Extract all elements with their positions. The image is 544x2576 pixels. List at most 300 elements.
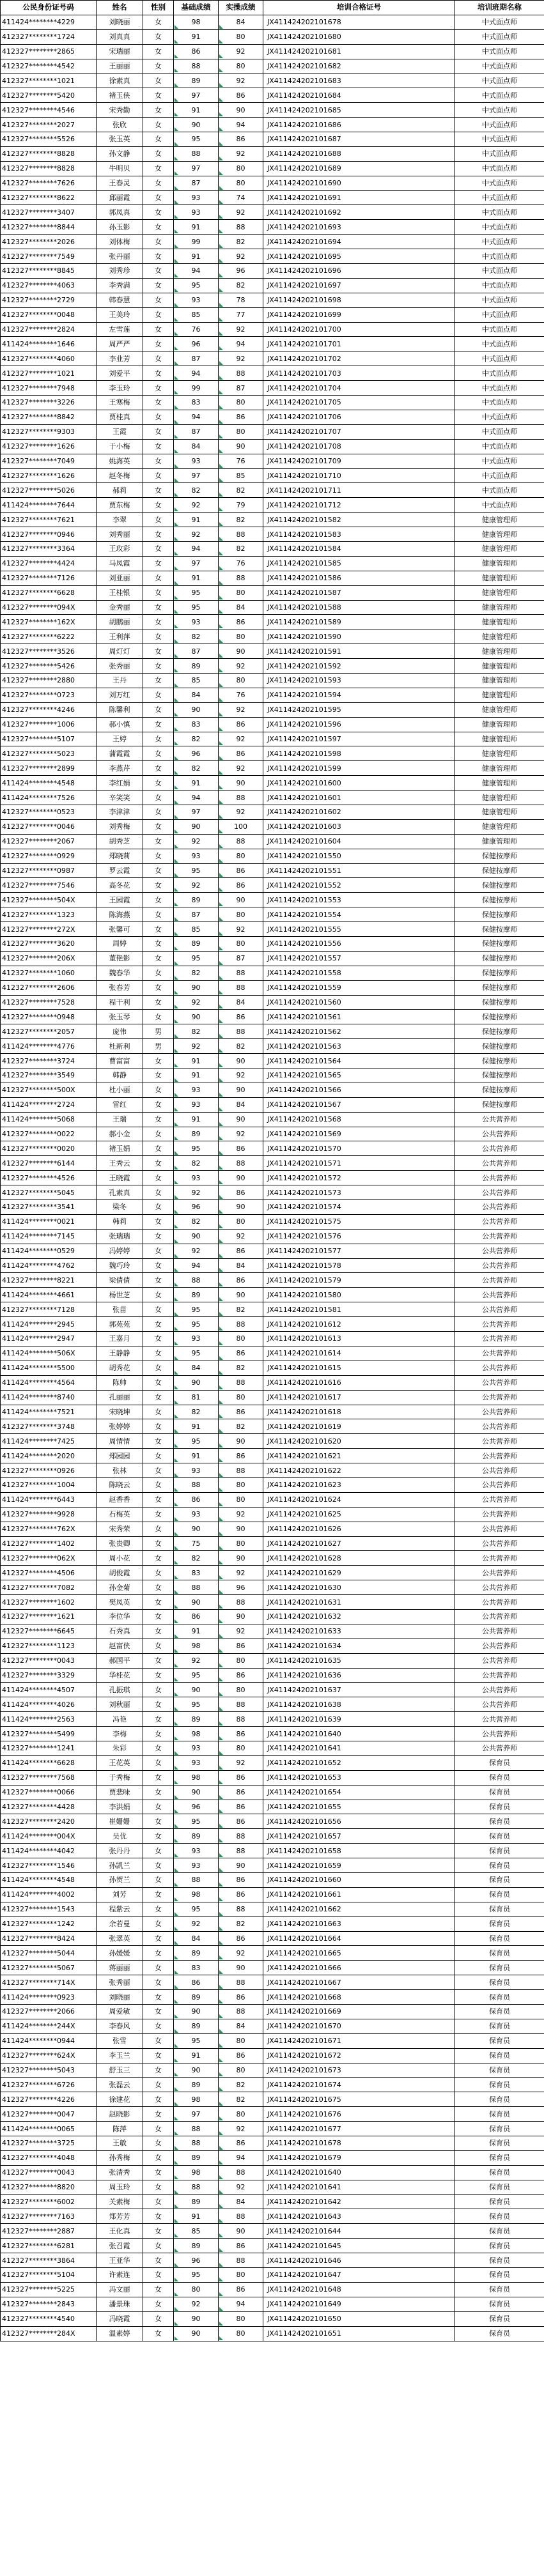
practical-score-cell-value: 80 <box>236 632 245 641</box>
practical-score-cell <box>219 1800 263 1814</box>
cell-marker-icon <box>219 2146 223 2150</box>
cell-marker-icon <box>175 991 178 994</box>
cell-marker-icon <box>175 1210 178 1214</box>
practical-score-cell-value: 80 <box>236 1744 245 1753</box>
practical-score-cell <box>219 1419 263 1434</box>
practical-score-cell <box>219 2150 263 2165</box>
id-cell: 412327********2843 <box>1 2297 97 2311</box>
basic-score-cell-value: 93 <box>191 457 201 466</box>
practical-score-cell <box>219 615 263 629</box>
cell-marker-icon <box>175 1619 178 1623</box>
table-row <box>1 1887 544 1902</box>
id-cell: 412327********6645 <box>1 1624 97 1639</box>
cell-marker-icon <box>219 1312 223 1316</box>
cell-marker-icon <box>219 2263 223 2267</box>
practical-score-cell-value: 86 <box>236 1451 245 1460</box>
id-cell: 412327********0926 <box>1 1463 97 1478</box>
practical-score-cell-value: 92 <box>236 764 245 773</box>
basic-score-cell-value: 95 <box>191 866 201 875</box>
cell-marker-icon <box>219 1824 223 1828</box>
cell-marker-icon <box>219 1283 223 1286</box>
table-row <box>1 761 544 776</box>
basic-score-cell <box>174 59 219 73</box>
basic-score-cell-value: 91 <box>191 1056 201 1065</box>
certificate-cell: JX411424202101557 <box>263 951 455 966</box>
cell-marker-icon <box>175 902 178 906</box>
basic-score-cell-value: 90 <box>191 2007 201 2016</box>
table-row <box>1 1697 544 1712</box>
practical-score-cell <box>219 439 263 454</box>
name-cell: 周婷 <box>97 937 143 952</box>
cell-marker-icon <box>175 859 178 863</box>
table-row <box>1 2078 544 2092</box>
table-row <box>1 307 544 322</box>
name-cell: 姚海英 <box>97 454 143 468</box>
cell-marker-icon <box>219 844 223 848</box>
program-cell: 中式面点师 <box>455 235 544 249</box>
practical-score-cell <box>219 1127 263 1141</box>
name-cell: 韩春慧 <box>97 293 143 307</box>
cell-marker-icon <box>219 1605 223 1608</box>
sex-cell: 女 <box>143 15 174 29</box>
id-cell: 412327********1626 <box>1 439 97 454</box>
practical-score-cell-value: 80 <box>236 676 245 685</box>
cell-marker-icon <box>219 2190 223 2194</box>
name-cell: 牛明贝 <box>97 161 143 176</box>
table-row <box>1 1712 544 1727</box>
id-cell: 412327********0043 <box>1 2165 97 2180</box>
name-cell: 庞伟 <box>97 1024 143 1039</box>
practical-score-cell <box>219 1317 263 1332</box>
practical-score-cell-value: 86 <box>236 881 245 890</box>
basic-score-cell <box>174 454 219 468</box>
practical-score-cell-value: 80 <box>236 62 245 70</box>
practical-score-cell-value: 86 <box>236 1934 245 1943</box>
sex-cell: 女 <box>143 513 174 527</box>
sex-cell: 女 <box>143 1258 174 1273</box>
id-cell: 411424********0944 <box>1 2033 97 2048</box>
practical-score-cell-value: 90 <box>236 1173 245 1182</box>
cell-marker-icon <box>219 1488 223 1492</box>
practical-score-cell <box>219 103 263 118</box>
header-sex: 性别 <box>143 1 174 15</box>
certificate-cell: JX411424202101665 <box>263 1946 455 1961</box>
certificate-cell: JX411424202101559 <box>263 980 455 995</box>
practical-score-cell <box>219 176 263 190</box>
certificate-cell: JX411424202101647 <box>263 2268 455 2283</box>
basic-score-cell-value: 82 <box>191 1159 201 1168</box>
practical-score-cell-value: 94 <box>236 2154 245 2163</box>
basic-score-cell-value: 90 <box>191 1378 201 1387</box>
program-cell: 公共营养师 <box>455 1609 544 1624</box>
name-cell: 李业芳 <box>97 351 143 366</box>
program-cell: 健康管理师 <box>455 615 544 629</box>
name-cell: 陈馨利 <box>97 702 143 717</box>
cell-marker-icon <box>175 361 178 365</box>
program-cell: 保育员 <box>455 1975 544 1990</box>
basic-score-cell <box>174 118 219 132</box>
practical-score-cell-value: 92 <box>236 1948 245 1957</box>
basic-score-cell <box>174 527 219 542</box>
sex-cell: 女 <box>143 688 174 702</box>
certificate-cell: JX411424202101570 <box>263 1141 455 1156</box>
basic-score-cell-value: 96 <box>191 339 201 348</box>
sex-cell: 女 <box>143 1434 174 1449</box>
name-cell: 张雪 <box>97 2033 143 2048</box>
basic-score-cell <box>174 600 219 615</box>
sex-cell: 女 <box>143 1288 174 1302</box>
id-cell: 411424********0923 <box>1 1990 97 2005</box>
practical-score-cell <box>219 1332 263 1346</box>
cell-marker-icon <box>219 40 223 43</box>
program-cell: 保健按摩师 <box>455 1097 544 1112</box>
sex-cell: 女 <box>143 1829 174 1844</box>
basic-score-cell <box>174 966 219 980</box>
basic-score-cell <box>174 2165 219 2180</box>
practical-score-cell-value: 92 <box>236 1232 245 1241</box>
cell-marker-icon <box>175 435 178 438</box>
certificate-cell: JX411424202101597 <box>263 732 455 746</box>
cell-marker-icon <box>219 2233 223 2237</box>
sex-cell: 女 <box>143 1712 174 1727</box>
basic-score-cell-value: 88 <box>191 1876 201 1885</box>
practical-score-cell-value: 80 <box>236 1495 245 1504</box>
name-cell: 程紫云 <box>97 1902 143 1917</box>
cell-marker-icon <box>219 259 223 263</box>
program-cell: 保育员 <box>455 1814 544 1829</box>
header-id: 公民身份证号码 <box>1 1 97 15</box>
basic-score-cell-value: 95 <box>191 281 201 290</box>
practical-score-cell <box>219 1697 263 1712</box>
cell-marker-icon <box>175 815 178 819</box>
basic-score-cell <box>174 615 219 629</box>
basic-score-cell <box>174 688 219 702</box>
practical-score-cell <box>219 2239 263 2253</box>
cell-marker-icon <box>175 888 178 891</box>
id-cell: 412327********3620 <box>1 937 97 952</box>
practical-score-cell <box>219 235 263 249</box>
practical-score-cell <box>219 396 263 410</box>
certificate-cell: JX411424202101629 <box>263 1566 455 1580</box>
basic-score-cell-value: 82 <box>191 486 201 495</box>
id-cell: 411424********506X <box>1 1346 97 1361</box>
id-cell: 412327********5023 <box>1 746 97 761</box>
basic-score-cell <box>174 103 219 118</box>
cell-marker-icon <box>219 1795 223 1799</box>
table-row <box>1 1405 544 1419</box>
sex-cell: 男 <box>143 1024 174 1039</box>
sex-cell: 女 <box>143 2019 174 2033</box>
program-cell: 保育员 <box>455 2136 544 2151</box>
cell-marker-icon <box>219 756 223 760</box>
basic-score-cell-value: 98 <box>191 1890 201 1899</box>
basic-score-cell-value: 95 <box>191 1817 201 1826</box>
cell-marker-icon <box>175 1239 178 1243</box>
basic-score-cell <box>174 2180 219 2194</box>
program-cell: 保育员 <box>455 2326 544 2341</box>
basic-score-cell <box>174 1258 219 1273</box>
cell-marker-icon <box>175 1458 178 1462</box>
basic-score-cell-value: 92 <box>191 1188 201 1197</box>
practical-score-cell <box>219 190 263 205</box>
basic-score-cell <box>174 1975 219 1990</box>
cell-marker-icon <box>175 1634 178 1638</box>
basic-score-cell <box>174 190 219 205</box>
basic-score-cell-value: 93 <box>191 852 201 861</box>
sex-cell: 女 <box>143 2297 174 2311</box>
sex-cell: 女 <box>143 2268 174 2283</box>
name-cell: 李位华 <box>97 1609 143 1624</box>
cell-marker-icon <box>219 2248 223 2252</box>
cell-marker-icon <box>219 1107 223 1111</box>
cell-marker-icon <box>219 991 223 994</box>
program-cell: 保健按摩师 <box>455 922 544 937</box>
practical-score-cell <box>219 1961 263 1975</box>
id-cell: 412327********3724 <box>1 1054 97 1068</box>
practical-score-cell <box>219 88 263 103</box>
table-row <box>1 951 544 966</box>
certificate-cell: JX411424202101678 <box>263 15 455 29</box>
name-cell: 孙秀梅 <box>97 2150 143 2165</box>
practical-score-cell-value: 82 <box>236 515 245 524</box>
sex-cell: 女 <box>143 410 174 424</box>
basic-score-cell-value: 92 <box>191 1042 201 1051</box>
cell-marker-icon <box>175 1795 178 1799</box>
sex-cell: 女 <box>143 190 174 205</box>
id-cell: 412327********3748 <box>1 1419 97 1434</box>
practical-score-cell-value: 82 <box>236 1305 245 1314</box>
certificate-cell: JX411424202101624 <box>263 1492 455 1507</box>
certificate-cell: JX411424202101695 <box>263 249 455 264</box>
name-cell: 程干利 <box>97 995 143 1010</box>
practical-score-cell-value: 80 <box>236 1334 245 1343</box>
table-row <box>1 337 544 351</box>
practical-score-cell <box>219 498 263 513</box>
table-row <box>1 527 544 542</box>
name-cell: 辛笑笑 <box>97 791 143 805</box>
name-cell: 王秀云 <box>97 1156 143 1171</box>
basic-score-cell-value: 98 <box>191 2095 201 2104</box>
id-cell: 412327********4428 <box>1 1800 97 1814</box>
table-row <box>1 1624 544 1639</box>
table-row <box>1 1288 544 1302</box>
cell-marker-icon <box>175 713 178 716</box>
basic-score-cell-value: 85 <box>191 676 201 685</box>
practical-score-cell <box>219 1566 263 1580</box>
cell-marker-icon <box>219 244 223 248</box>
basic-score-cell-value: 90 <box>191 822 201 831</box>
cell-marker-icon <box>175 259 178 263</box>
table-row <box>1 1917 544 1931</box>
id-cell: 412327********2067 <box>1 834 97 849</box>
practical-score-cell-value: 80 <box>236 939 245 948</box>
cell-marker-icon <box>175 1941 178 1945</box>
cell-marker-icon <box>219 2102 223 2106</box>
program-cell: 保育员 <box>455 2005 544 2019</box>
name-cell: 关素梅 <box>97 2194 143 2209</box>
practical-score-cell-value: 88 <box>236 1846 245 1855</box>
cell-marker-icon <box>219 405 223 409</box>
practical-score-cell-value: 94 <box>236 339 245 348</box>
table-row <box>1 2165 544 2180</box>
certificate-cell: JX411424202101708 <box>263 439 455 454</box>
certificate-cell: JX411424202101599 <box>263 761 455 776</box>
table-row <box>1 1814 544 1829</box>
cell-marker-icon <box>219 1341 223 1345</box>
table-row <box>1 834 544 849</box>
practical-score-cell-value: 92 <box>236 252 245 261</box>
basic-score-cell <box>174 1800 219 1814</box>
cell-marker-icon <box>175 83 178 87</box>
basic-score-cell <box>174 629 219 644</box>
table-row <box>1 278 544 293</box>
cell-marker-icon <box>175 2058 178 2062</box>
sex-cell: 女 <box>143 1054 174 1068</box>
cell-marker-icon <box>219 420 223 424</box>
certificate-cell: JX411424202101649 <box>263 2297 455 2311</box>
name-cell: 周灯灯 <box>97 644 143 659</box>
basic-score-cell <box>174 498 219 513</box>
sex-cell: 女 <box>143 1946 174 1961</box>
id-cell: 411424********0529 <box>1 1244 97 1258</box>
cell-marker-icon <box>219 624 223 628</box>
program-cell: 健康管理师 <box>455 746 544 761</box>
certificate-cell: JX411424202101620 <box>263 1434 455 1449</box>
cell-marker-icon <box>219 1912 223 1916</box>
name-cell: 王婷 <box>97 732 143 746</box>
program-cell: 公共营养师 <box>455 1141 544 1156</box>
table-row <box>1 1844 544 1858</box>
practical-score-cell-value: 88 <box>236 1715 245 1724</box>
program-cell: 中式面点师 <box>455 307 544 322</box>
id-cell: 412327********1006 <box>1 717 97 732</box>
id-cell: 412327********2027 <box>1 118 97 132</box>
certificate-cell: JX411424202101691 <box>263 190 455 205</box>
certificate-cell: JX411424202101667 <box>263 1975 455 1990</box>
name-cell: 郝国平 <box>97 1653 143 1668</box>
cell-marker-icon <box>175 68 178 72</box>
cell-marker-icon <box>219 1049 223 1053</box>
practical-score-cell-value: 90 <box>236 1203 245 1212</box>
cell-marker-icon <box>175 2044 178 2048</box>
basic-score-cell <box>174 410 219 424</box>
sex-cell: 女 <box>143 1902 174 1917</box>
basic-score-cell <box>174 1522 219 1536</box>
table-row <box>1 863 544 878</box>
basic-score-cell <box>174 1068 219 1083</box>
table-row <box>1 2224 544 2239</box>
certificate-cell: JX411424202101558 <box>263 966 455 980</box>
certificate-cell: JX411424202101644 <box>263 2224 455 2239</box>
practical-score-cell <box>219 922 263 937</box>
basic-score-cell-value: 93 <box>191 1100 201 1109</box>
basic-score-cell-value: 89 <box>191 2080 201 2089</box>
id-cell: 412327********9303 <box>1 424 97 439</box>
certificate-cell: JX411424202101587 <box>263 585 455 600</box>
certificate-cell: JX411424202101648 <box>263 2282 455 2297</box>
sex-cell: 男 <box>143 1039 174 1054</box>
certificate-cell: JX411424202101565 <box>263 1068 455 1083</box>
practical-score-cell-value: 80 <box>236 852 245 861</box>
basic-score-cell-value: 98 <box>191 1729 201 1738</box>
cell-marker-icon <box>219 2000 223 2003</box>
cell-marker-icon <box>175 1575 178 1579</box>
certificate-cell: JX411424202101556 <box>263 937 455 952</box>
id-cell: 412327********1543 <box>1 1902 97 1917</box>
basic-score-cell-value: 90 <box>191 983 201 992</box>
sex-cell: 女 <box>143 2239 174 2253</box>
practical-score-cell <box>219 1361 263 1375</box>
practical-score-cell <box>219 966 263 980</box>
basic-score-cell <box>174 1244 219 1258</box>
basic-score-cell-value: 92 <box>191 2300 201 2309</box>
cell-marker-icon <box>175 1107 178 1111</box>
name-cell: 陈海燕 <box>97 907 143 922</box>
program-cell: 公共营养师 <box>455 1200 544 1215</box>
table-row <box>1 396 544 410</box>
table-body <box>1 15 544 2341</box>
practical-score-cell <box>219 776 263 791</box>
program-cell: 中式面点师 <box>455 278 544 293</box>
cell-marker-icon <box>175 1180 178 1184</box>
program-cell: 保育员 <box>455 2165 544 2180</box>
sex-cell: 女 <box>143 1346 174 1361</box>
certificate-cell: JX411424202101594 <box>263 688 455 702</box>
cell-marker-icon <box>219 1224 223 1228</box>
cell-marker-icon <box>175 2029 178 2033</box>
cell-marker-icon <box>219 888 223 891</box>
sex-cell: 女 <box>143 1463 174 1478</box>
table-row <box>1 15 544 29</box>
id-cell: 412327********4506 <box>1 1566 97 1580</box>
basic-score-cell-value: 82 <box>191 1407 201 1416</box>
basic-score-cell <box>174 1668 219 1683</box>
name-cell: 高冬花 <box>97 878 143 893</box>
cell-marker-icon <box>175 932 178 936</box>
name-cell: 王寒梅 <box>97 396 143 410</box>
sex-cell: 女 <box>143 966 174 980</box>
practical-score-cell-value: 86 <box>236 2241 245 2250</box>
basic-score-cell <box>174 922 219 937</box>
cell-marker-icon <box>219 493 223 497</box>
sex-cell: 女 <box>143 2209 174 2224</box>
practical-score-cell <box>219 1156 263 1171</box>
cell-marker-icon <box>175 551 178 555</box>
basic-score-cell-value: 89 <box>191 2154 201 2163</box>
cell-marker-icon <box>219 1254 223 1258</box>
name-cell: 王亚华 <box>97 2253 143 2268</box>
name-cell: 郭凤真 <box>97 205 143 220</box>
table-row <box>1 805 544 819</box>
program-cell: 保育员 <box>455 1946 544 1961</box>
certificate-cell: JX411424202101686 <box>263 118 455 132</box>
cell-marker-icon <box>175 332 178 335</box>
cell-marker-icon <box>219 1356 223 1360</box>
sex-cell: 女 <box>143 1873 174 1888</box>
table-row <box>1 146 544 161</box>
sex-cell: 女 <box>143 1010 174 1024</box>
sex-cell: 女 <box>143 1477 174 1492</box>
practical-score-cell-value: 86 <box>236 135 245 144</box>
id-cell: 411424********1646 <box>1 337 97 351</box>
program-cell: 公共营养师 <box>455 1683 544 1697</box>
basic-score-cell-value: 91 <box>191 252 201 261</box>
practical-score-cell <box>219 1595 263 1610</box>
table-row <box>1 615 544 629</box>
basic-score-cell <box>174 1229 219 1244</box>
certificate-cell: JX411424202101669 <box>263 2005 455 2019</box>
certificate-cell: JX411424202101591 <box>263 644 455 659</box>
